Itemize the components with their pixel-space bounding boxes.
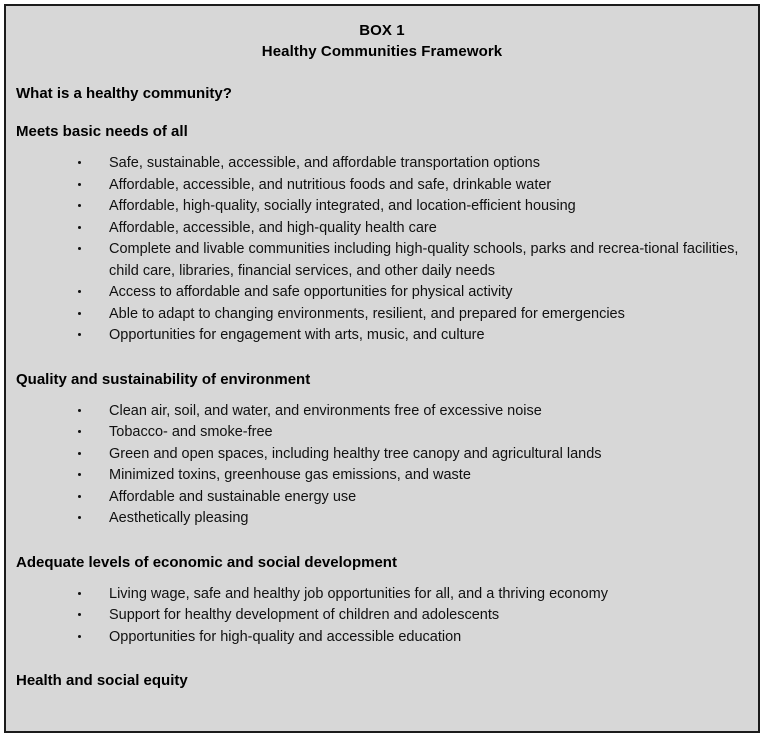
heading-quality-and-sustainability-of-environment: Quality and sustainability of environment	[16, 370, 311, 388]
bullet-dot-icon	[78, 495, 81, 498]
heading-meets-basic-needs: Meets basic needs of all	[16, 123, 188, 140]
list-item	[16, 605, 758, 627]
bullet-dot-icon	[78, 409, 81, 412]
list-item	[16, 304, 758, 326]
list-item-label: Complete and livable communities including high-quality schools, parks and recrea-tional facilities, child care, libraries, financial services, and other daily needs	[109, 241, 739, 279]
list-item	[16, 401, 758, 423]
bullet-dot-icon	[78, 290, 81, 293]
list-item-label: Aesthetically pleasing	[109, 510, 249, 526]
list-item	[16, 196, 758, 218]
bullet-dot-icon	[78, 183, 81, 186]
list-item	[16, 627, 758, 649]
bullet-dot-icon	[78, 161, 81, 164]
section-intro	[6, 84, 758, 103]
list-item-label: Affordable, accessible, and nutritious foods and safe, drinkable water	[109, 176, 552, 193]
heading-what-is-a-healthy-community: What is a healthy community?	[16, 85, 232, 102]
list-item-label: Affordable, high-quality, socially integrated, and location-efficient housing	[109, 198, 576, 214]
list-item-label: Able to adapt to changing environments, resilient, and prepared for emergencies	[109, 305, 625, 322]
bullet-dot-icon	[78, 247, 81, 250]
list-item	[16, 465, 758, 487]
bullet-dot-icon	[78, 635, 81, 638]
list-item-label: Affordable, accessible, and high-quality health care	[109, 219, 437, 236]
bullet-dot-icon	[78, 473, 81, 476]
list-item	[16, 175, 758, 197]
list-item	[16, 422, 758, 444]
box-title-block	[6, 6, 758, 62]
list-item	[16, 444, 758, 466]
bullet-dot-icon	[78, 516, 81, 519]
list-item	[16, 218, 758, 240]
box-inner	[6, 6, 758, 731]
list-item	[16, 325, 758, 347]
list-item-label: Green and open spaces, including healthy tree canopy and agricultural lands	[109, 445, 602, 462]
bullet-dot-icon	[78, 430, 81, 433]
heading-adequate-levels-of-economic-and-social-development: Adequate levels of economic and social development	[16, 553, 397, 571]
bullet-dot-icon	[78, 204, 81, 207]
list-item-label: Minimized toxins, greenhouse gas emissions, and waste	[109, 467, 471, 483]
bullet-dot-icon	[78, 613, 81, 616]
section-equity	[6, 671, 758, 690]
list-item-label: Access to affordable and safe opportunities for physical activity	[109, 284, 513, 300]
section-basic-needs	[6, 122, 758, 347]
section-development	[6, 553, 758, 649]
list-item-label: Opportunities for engagement with arts, music, and culture	[109, 327, 485, 343]
bullet-dot-icon	[78, 333, 81, 336]
list-item-label: Tobacco- and smoke-free	[109, 424, 273, 440]
list-basic-needs	[16, 153, 758, 347]
heading-health-and-social-equity: Health and social equity	[16, 672, 188, 689]
list-item-label: Clean air, soil, and water, and environments free of excessive noise	[109, 402, 542, 419]
list-item	[16, 584, 758, 606]
box-subject-title: Healthy Communities Framework	[261, 43, 503, 60]
bullet-dot-icon	[78, 312, 81, 315]
list-development	[16, 584, 758, 649]
box-container	[4, 4, 760, 733]
list-item	[16, 508, 758, 530]
list-item-label: Living wage, safe and healthy job opportunities for all, and a thriving economy	[109, 585, 608, 602]
list-item	[16, 282, 758, 304]
list-item	[16, 239, 758, 282]
bullet-dot-icon	[78, 226, 81, 229]
list-item-label: Affordable and sustainable energy use	[109, 488, 357, 505]
list-item	[16, 487, 758, 509]
box-number-title: BOX 1	[359, 22, 405, 39]
list-item-label: Opportunities for high-quality and accessible education	[109, 628, 462, 645]
list-item-label: Safe, sustainable, accessible, and affordable transportation options	[109, 155, 540, 171]
list-item	[16, 153, 758, 175]
bullet-dot-icon	[78, 452, 81, 455]
section-environment	[6, 370, 758, 530]
list-item-label: Support for healthy development of children and adolescents	[109, 607, 500, 623]
list-environment	[16, 401, 758, 530]
bullet-dot-icon	[78, 592, 81, 595]
